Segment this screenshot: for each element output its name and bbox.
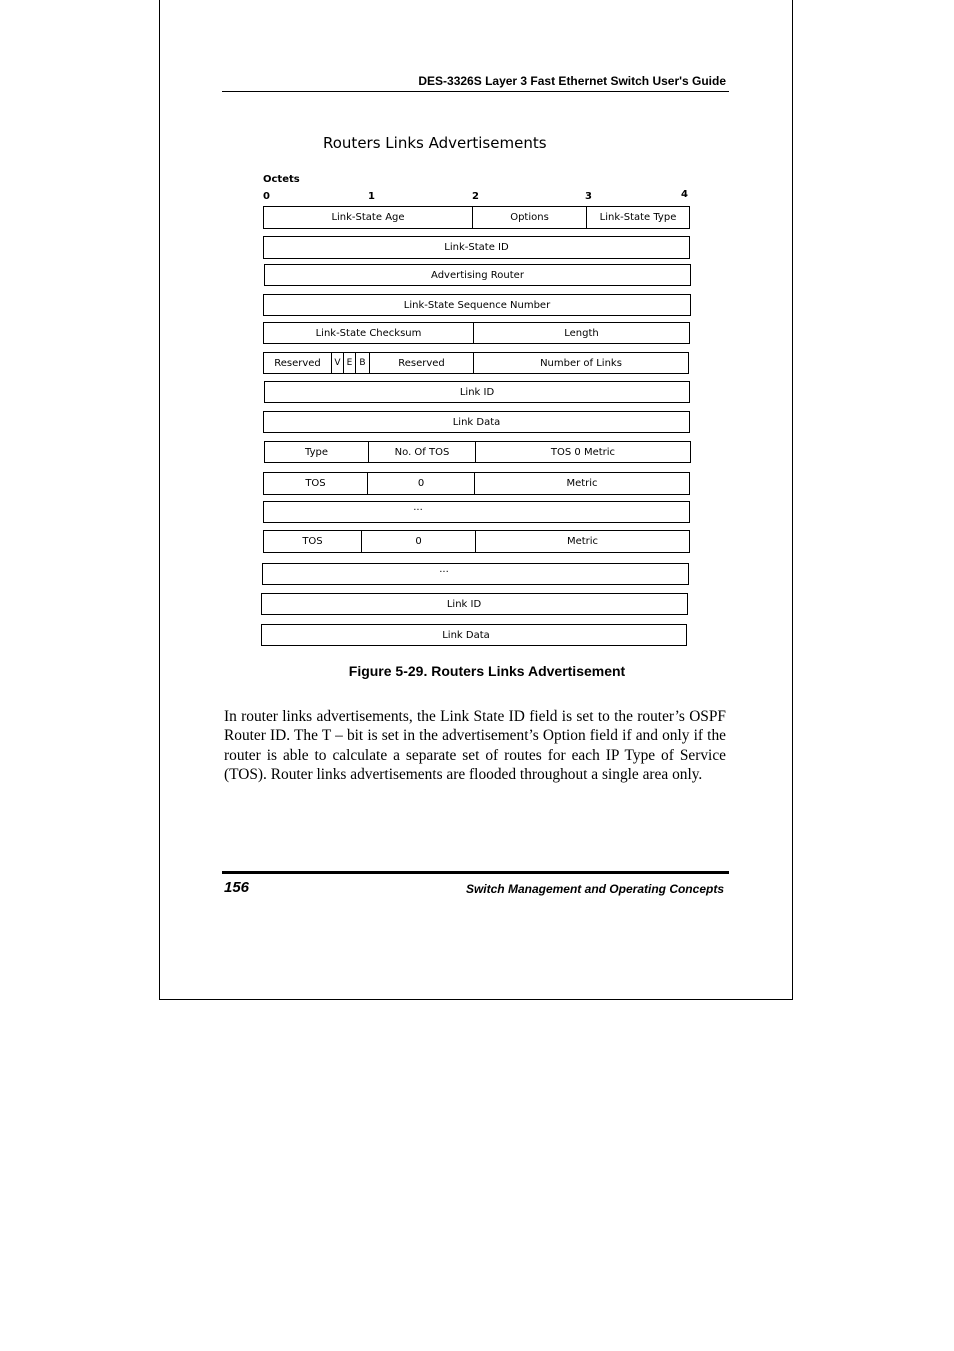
ellipsis: ... [439,564,449,575]
footer-section-title: Switch Management and Operating Concepts [465,882,724,896]
type-tos-row [264,441,691,463]
lsa-header-row-checksum [263,322,690,344]
lsa-header-row-sequence [263,294,691,316]
field-no-of-tos: No. Of TOS [369,442,476,462]
lsa-header-row-age [263,206,690,229]
ellipsis-row-2 [262,563,689,585]
field-zero: 0 [362,531,476,552]
field-zero: 0 [368,473,475,494]
link-id-row [261,593,688,615]
tos-metric-row-1 [263,472,690,495]
field-checksum: Link-State Checksum [264,323,474,343]
header-rule [222,91,729,92]
field-link-data: Link Data [442,629,490,641]
bit-b: B [356,353,370,373]
field-number-of-links: Number of Links [540,357,622,369]
page-number: 156 [224,879,250,896]
header-title: DES-3326S Layer 3 Fast Ethernet Switch User's Guide [418,74,726,88]
field-link-data: Link Data [452,416,501,428]
link-id-row [264,381,690,403]
octet-number-2: 2 [472,191,479,202]
bit-v: V [332,353,344,373]
field-metric: Metric [566,478,598,489]
router-flags-row [263,352,689,374]
field-reserved-1: Reserved [264,353,332,373]
field-reserved-2: Reserved [370,353,474,373]
tos-metric-row-2 [263,530,690,553]
field-tos: TOS [264,531,362,552]
lsa-header-row-router [264,264,691,286]
field-advertising-router: Advertising Router [431,269,524,281]
field-link-id: Link ID [459,386,495,398]
field-link-state-id: Link-State ID [444,242,509,253]
footer-rule [222,871,729,874]
figure-caption: Figure 5-29. Routers Links Advertisement [348,663,626,679]
link-data-row [261,624,687,646]
field-link-state-type: Link-State Type [599,212,677,223]
diagram-title: Routers Links Advertisements [323,134,547,152]
octet-number-3: 3 [585,191,592,202]
ellipsis-row-1 [263,501,690,523]
octet-number-4: 4 [681,189,688,200]
body-paragraph: In router links advertisements, the Link State ID field is set to the router’s OSPF Router ID. The T – bit is set in the advertisement’s Option field if and only if the router is able to calculate a separate set of routes for each IP Type of Service (TOS). Router links advertisements are flooded throughout a single area only. [224,708,726,784]
field-tos-0-metric: TOS 0 Metric [550,446,616,458]
field-link-state-age: Link-State Age [264,207,473,228]
field-length: Length [564,327,599,339]
lsa-header-row-id [263,236,690,259]
field-tos: TOS [264,473,368,494]
field-metric: Metric [566,536,599,547]
octet-number-1: 1 [368,191,375,202]
field-link-id: Link ID [446,598,482,610]
field-sequence-number: Link-State Sequence Number [403,299,551,311]
link-data-row [263,411,690,433]
octets-label: Octets [263,174,300,185]
field-options: Options [473,207,587,228]
ellipsis: ... [413,502,423,513]
octet-number-0: 0 [263,191,270,202]
bit-e: E [344,353,356,373]
field-type: Type [265,442,369,462]
